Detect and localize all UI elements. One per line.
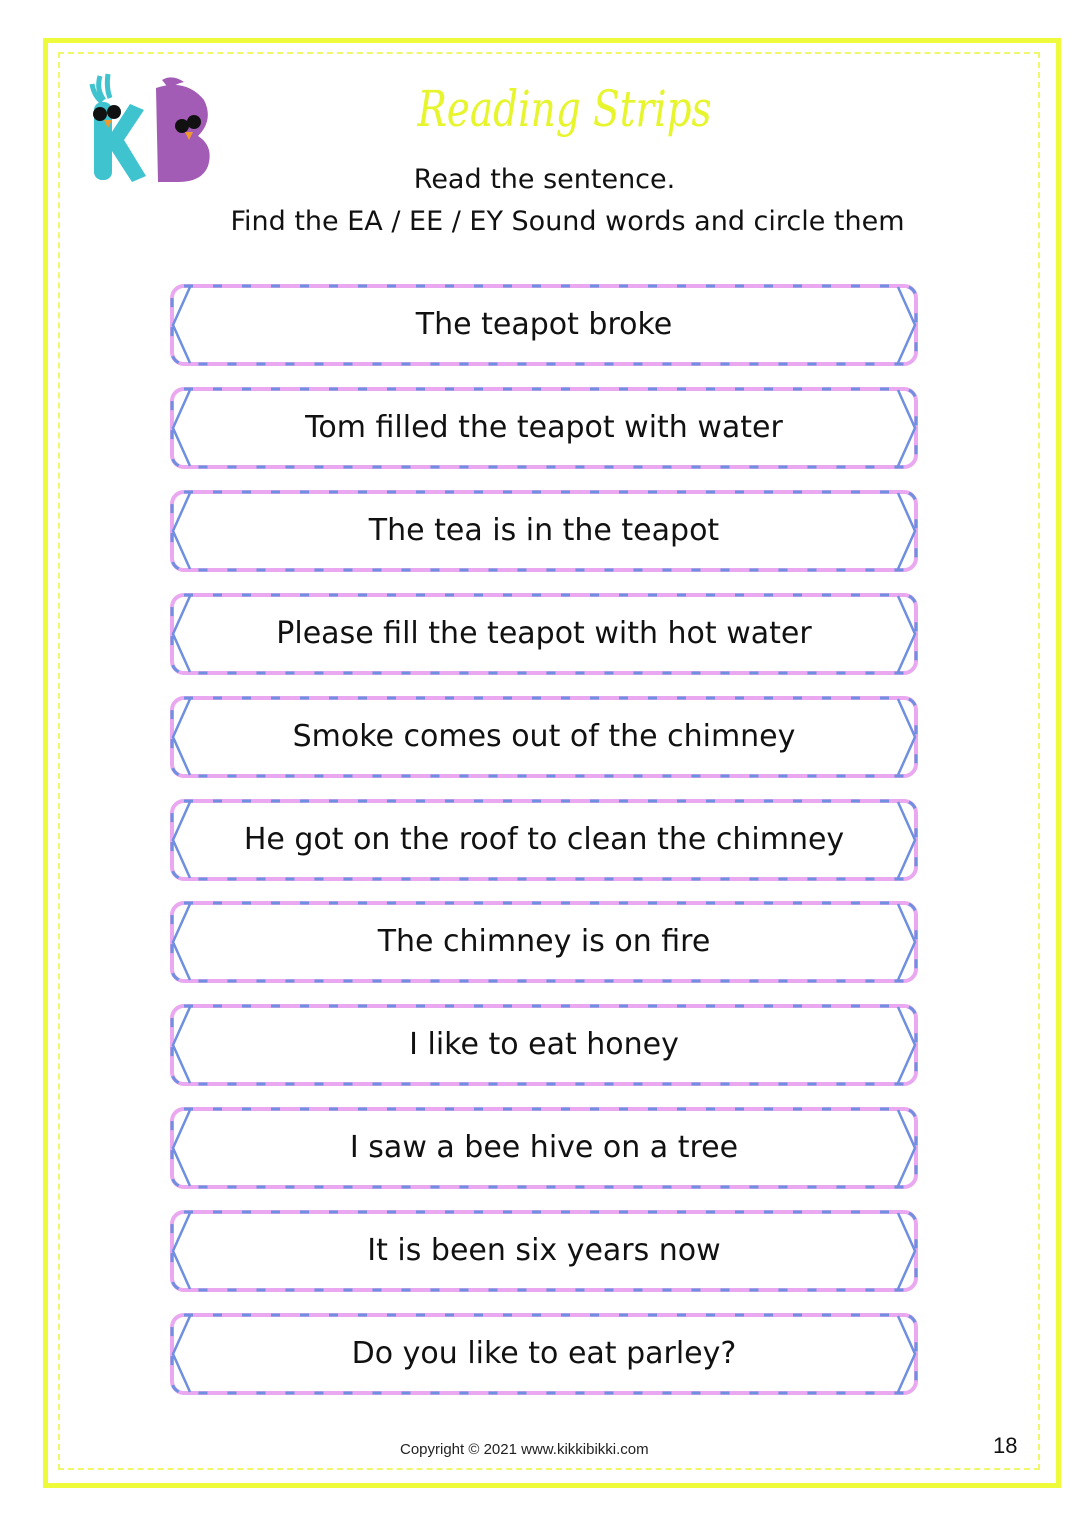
reading-strip <box>170 1313 918 1395</box>
strip-sentence: I saw a bee hive on a tree <box>349 1130 739 1166</box>
strip-sentence: It is been six years now <box>367 1233 721 1269</box>
reading-strip <box>170 1004 918 1086</box>
worksheet-title: Reading Strips <box>417 80 712 138</box>
strip-sentence: Do you like to eat parley? <box>351 1336 737 1371</box>
reading-strip <box>170 1210 918 1292</box>
reading-strip <box>170 799 918 881</box>
instruction-find: Find the EA / EE / EY Sound words and circle them <box>230 206 905 237</box>
reading-strip <box>170 901 918 983</box>
reading-strip <box>170 696 918 778</box>
strip-sentence: The tea is in the teapot <box>368 512 720 548</box>
reading-strip <box>170 387 918 469</box>
strip-sentence: Tom filled the teapot with water <box>305 409 783 445</box>
page-number: 18 <box>993 1433 1018 1458</box>
reading-strip <box>170 284 918 366</box>
strip-sentence: I like to eat honey <box>409 1027 679 1063</box>
reading-strip <box>170 490 918 572</box>
reading-strip <box>170 593 918 675</box>
strip-sentence: The teapot broke <box>415 307 673 342</box>
strip-sentence: He got on the roof to clean the chimney <box>243 821 845 857</box>
copyright-text: Copyright © 2021 www.kikkibikki.com <box>400 1441 649 1458</box>
instruction-read: Read the sentence. <box>413 164 676 195</box>
reading-strip <box>170 1107 918 1189</box>
strip-sentence: Smoke comes out of the chimney <box>292 718 796 754</box>
strip-sentence: The chimney is on fire <box>377 924 711 960</box>
strip-sentence: Please fill the teapot with hot water <box>276 615 812 651</box>
